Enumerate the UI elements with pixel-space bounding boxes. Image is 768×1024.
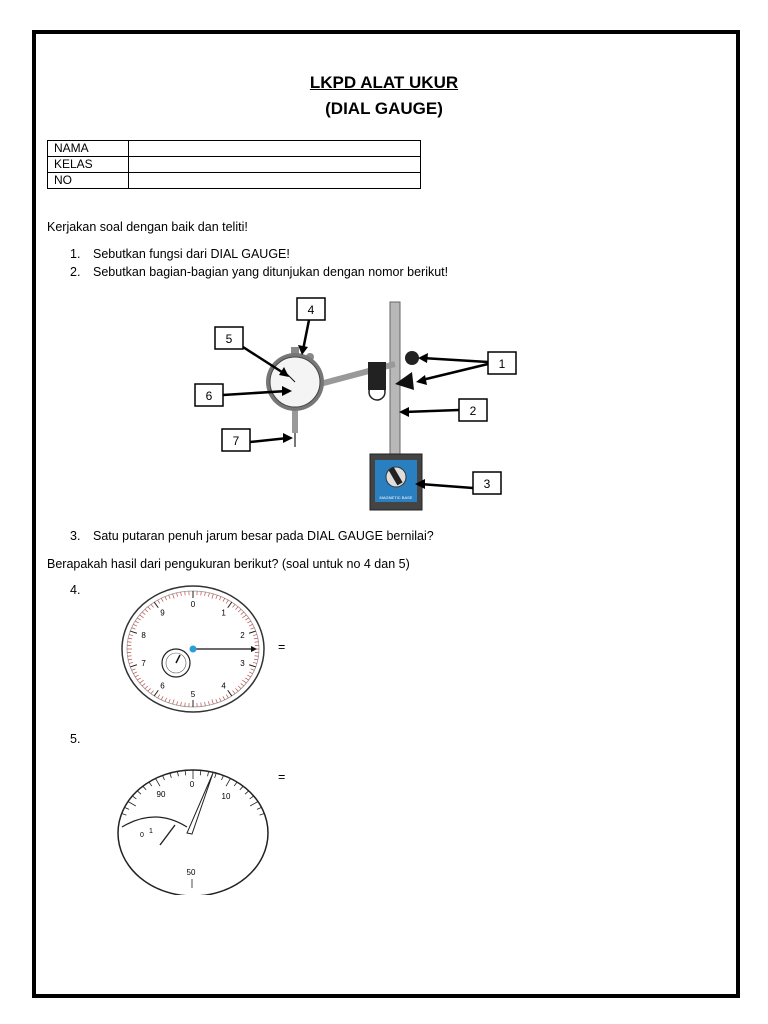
label-kelas: KELAS — [48, 157, 129, 173]
nama-field[interactable] — [129, 141, 421, 157]
dial-4-label: 4 — [221, 681, 226, 691]
label-no: NO — [48, 173, 129, 189]
dial-4-tick — [185, 703, 186, 707]
question-number: 3. — [70, 529, 81, 543]
question-number: 4. — [70, 583, 81, 597]
question-text: Sebutkan bagian-bagian yang ditunjukan dengan nomor berikut! — [93, 265, 449, 279]
dial-4-label: 9 — [160, 608, 165, 618]
callout-2 — [399, 399, 487, 421]
dial-4-tick — [128, 656, 132, 657]
dial-4-tick — [201, 703, 202, 707]
no-field[interactable] — [129, 173, 421, 189]
dial-4-label: 6 — [160, 681, 165, 691]
label-nama: NAMA — [48, 141, 129, 157]
svg-text:7: 7 — [232, 434, 240, 448]
dial-4-label: 1 — [221, 608, 226, 618]
table-row — [48, 141, 421, 157]
question-number: 1. — [70, 247, 81, 261]
dial-5-small-label-1: 1 — [149, 828, 153, 835]
callout-5 — [215, 327, 289, 377]
dial-5-tick — [200, 770, 201, 775]
dial-4-label: 5 — [190, 690, 196, 699]
svg-text:6: 6 — [205, 389, 213, 403]
page-subtitle: (DIAL GAUGE) — [325, 99, 443, 118]
dial-5-label-50: 50 — [186, 868, 196, 877]
magnetic-base-text: MAGNETIC BASE — [379, 495, 413, 500]
page-title: LKPD ALAT UKUR — [309, 73, 459, 92]
instruction-intro: Kerjakan soal dengan baik dan teliti! — [47, 220, 248, 234]
dial-gauge-figure — [190, 292, 530, 514]
table-row — [48, 157, 421, 173]
callout-4 — [297, 298, 325, 355]
gauge-stem — [292, 411, 298, 433]
measurement-prompt: Berapakah hasil dari pengukuran berikut? (soal untuk no 4 dan 5) — [47, 557, 410, 571]
question-text: Satu putaran penuh jarum besar pada DIAL GAUGE bernilai? — [93, 529, 434, 543]
svg-text:4: 4 — [307, 303, 315, 317]
svg-text:2: 2 — [469, 404, 477, 418]
dial-5-small-label-0: 0 — [140, 832, 144, 839]
dial-4 — [118, 583, 268, 715]
dial-5-label-0: 0 — [189, 780, 195, 789]
dial-4-label: 8 — [141, 631, 146, 641]
callout-3 — [415, 472, 501, 494]
dial-5-tick — [185, 770, 186, 775]
identity-table — [47, 140, 421, 189]
dial-4-label: 7 — [141, 658, 146, 668]
svg-text:3: 3 — [483, 477, 491, 491]
clamp-knob — [405, 351, 419, 365]
question-number: 2. — [70, 265, 81, 279]
dial-5-label-10: 10 — [221, 792, 231, 801]
question-number: 5. — [70, 732, 81, 746]
dial-5-label-90: 90 — [156, 790, 166, 799]
callout-1 — [416, 352, 516, 385]
dial-4-label: 0 — [190, 600, 196, 609]
dial-4-tick — [128, 642, 132, 643]
svg-text:1: 1 — [498, 357, 506, 371]
callout-7 — [222, 429, 293, 451]
dial-4-tick — [201, 591, 202, 595]
answer-equals-4: = — [278, 640, 286, 654]
dial-5 — [115, 755, 275, 895]
dial-4-tick — [255, 656, 259, 657]
kelas-field[interactable] — [129, 157, 421, 173]
dial-4-tick — [255, 642, 259, 643]
clamp — [368, 362, 386, 390]
dial-4-label: 3 — [240, 658, 245, 668]
dial-4-label: 2 — [240, 631, 245, 641]
svg-text:5: 5 — [225, 332, 233, 346]
question-text: Sebutkan fungsi dari DIAL GAUGE! — [93, 247, 290, 261]
table-row — [48, 173, 421, 189]
answer-equals-5: = — [278, 770, 286, 784]
dial-4-hub — [190, 646, 197, 653]
dial-4-tick — [185, 591, 186, 595]
